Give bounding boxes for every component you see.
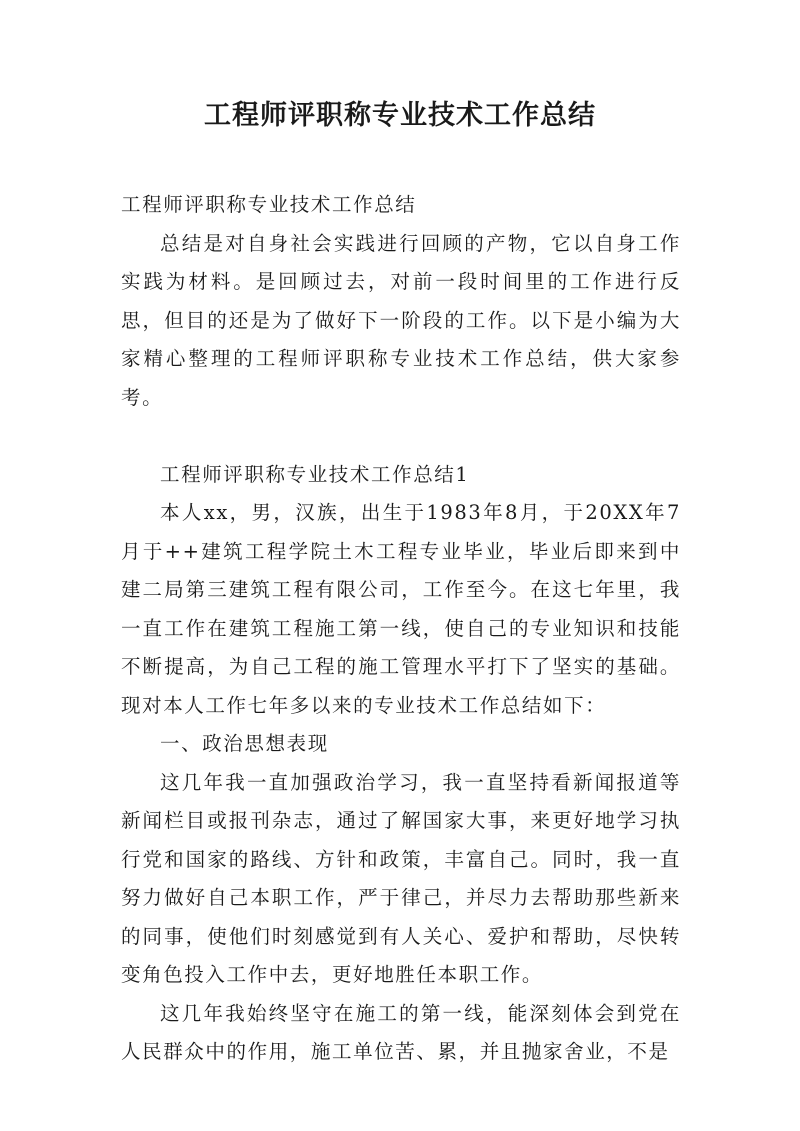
section-heading: 工程师评职称专业技术工作总结1 — [160, 462, 470, 486]
document-body — [121, 186, 681, 1072]
section-paragraph: 本人xx，男，汉族，出生于1983年8月，于20XX年7月于++建筑工程学院土木工程专业毕业，毕业后即来到中建二局第三建筑工程有限公司，工作至今。在这七年里，我一直工作在建筑工程施工第一线，使自己的专业知识和技能不断提高，为自己工程的施工管理水平打下了坚实的基础。现对本人工作七年多以来的专业技术工作总结如下： — [121, 501, 681, 717]
paragraph-spacer — [121, 417, 681, 456]
intro-paragraph: 总结是对自身社会实践进行回顾的产物，它以自身工作实践为材料。是回顾过去，对前一段时间里的工作进行反思，但目的还是为了做好下一阶段的工作。以下是小编为大家精心整理的工程师评职称专业技术工作总结，供大家参考。 — [121, 231, 681, 409]
part-paragraph: 这几年我始终坚守在施工的第一线，能深刻体会到党在人民群众中的作用，施工单位苦、累，并且抛家舍业，不是 — [121, 1001, 681, 1063]
part-heading: 一、政治思想表现 — [160, 732, 329, 755]
document-subtitle: 工程师评职称专业技术工作总结 — [121, 193, 417, 216]
part-paragraph: 这几年我一直加强政治学习，我一直坚持看新闻报道等新闻栏目或报刊杂志，通过了解国家大事，来更好地学习执行党和国家的路线、方针和政策，丰富自己。同时，我一直努力做好自己本职工作，严于律己，并尽力去帮助那些新来的同事，使他们时刻感觉到有人关心、爱护和帮助，尽快转变角色投入工作中去，更好地胜任本职工作。 — [121, 770, 681, 986]
document-title: 工程师评职称专业技术工作总结 — [204, 100, 596, 131]
